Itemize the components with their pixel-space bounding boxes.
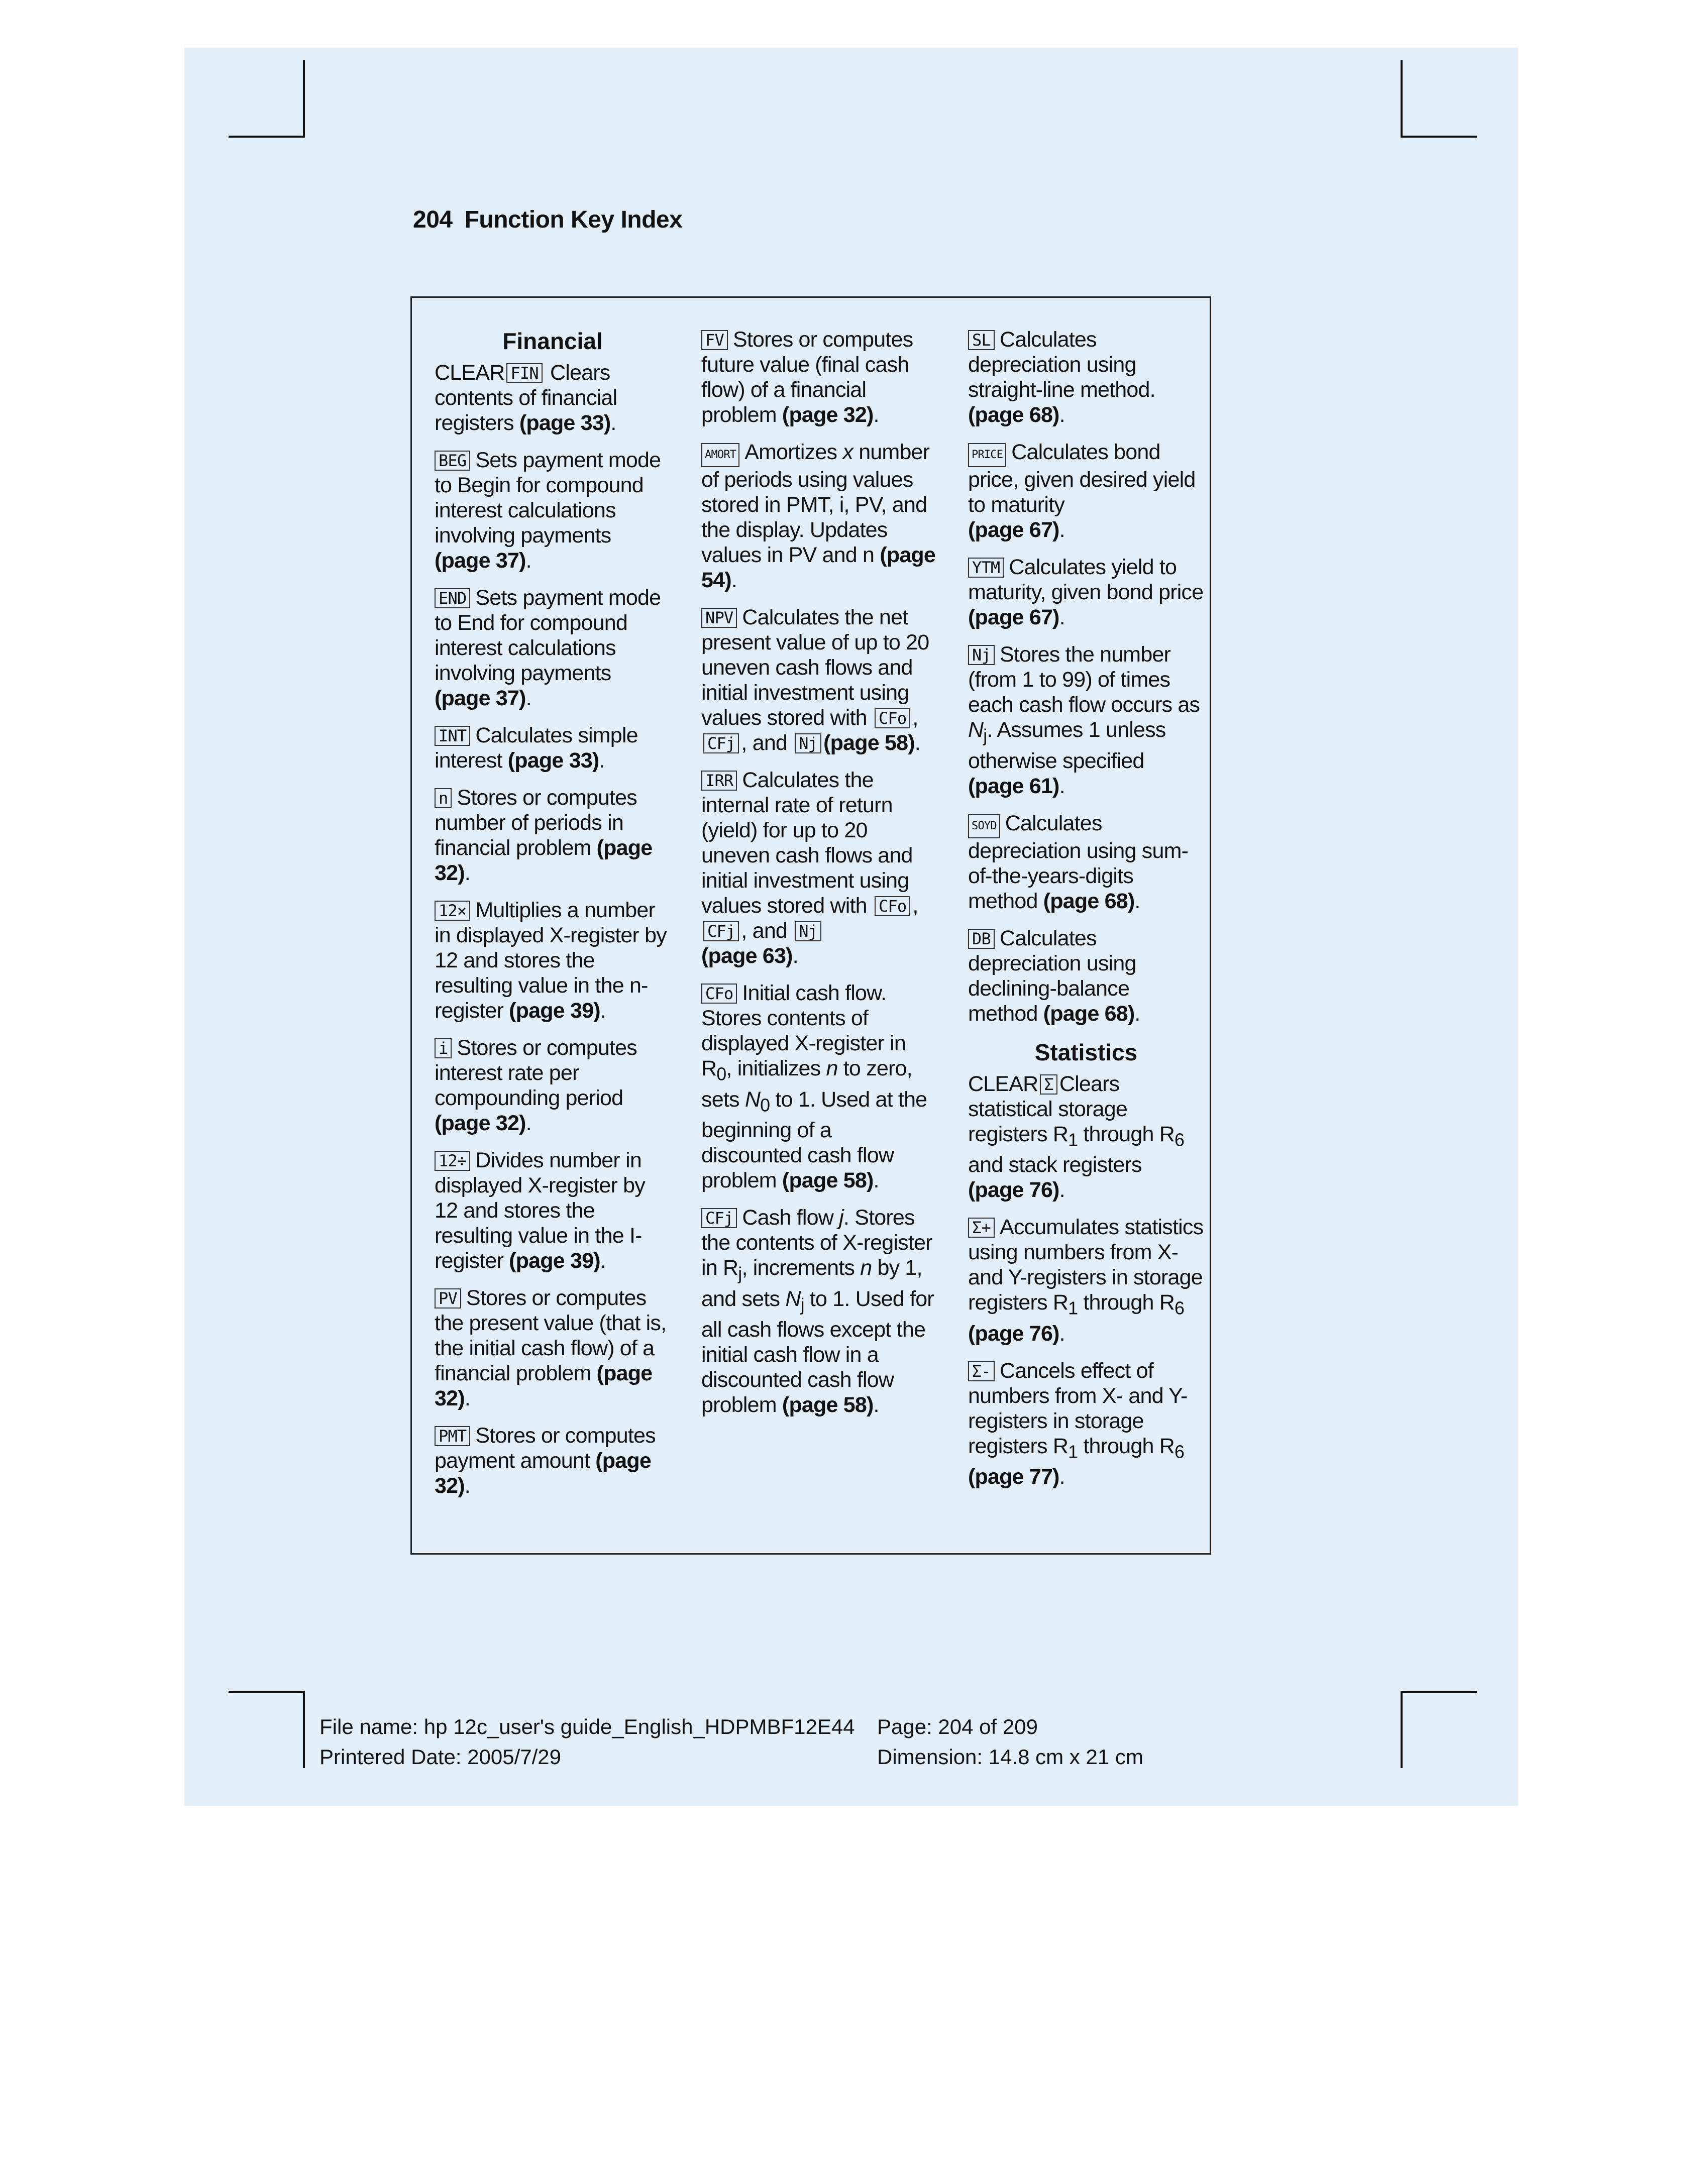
entry-clear-fin: CLEAR FIN Clears contents of financial registers (page 33). — [435, 361, 617, 435]
entry-clear-sigma: CLEAR Σ Clears statistical storage registers $R_1$ through $R_6$ and stack registers (page 76). — [968, 1071, 1185, 1203]
entry-cfj: CFj Cash flow j. Stores the contents of X-register in $R_j$, increments n by 1, and sets $N_j$ to 1. Used for all cash flows except the initial cash flow in a discounted cash flow problem (page 58). — [701, 1206, 934, 1418]
page-header — [413, 206, 682, 234]
db-key-icon: DB — [968, 929, 995, 949]
section-heading-financial: Financial — [502, 328, 603, 354]
entry-pmt: PMT Stores or computes payment amount (page 32). — [435, 1424, 656, 1498]
sl-key-icon: SL — [968, 330, 995, 350]
cfj-key-icon: CFj — [703, 733, 739, 753]
section-heading-statistics: Statistics — [1034, 1039, 1138, 1065]
fin-key-icon: FIN — [506, 363, 542, 383]
entry-end: END Sets payment mode to End for compound interest calculations involving payments (page 37). — [435, 586, 661, 710]
footer-file-name: File name: hp 12c_user's guide_English_HDPMBF12E44 — [319, 1715, 855, 1738]
entry-soyd: SOYD Calculates depreciation using sum-of-the-years-digits method (page 68). — [968, 811, 1189, 913]
entry-pv: PV Stores or computes the present value (that is, the initial cash flow) of a financial problem (page 32). — [435, 1286, 667, 1410]
nj-key-icon: Nj — [968, 645, 995, 665]
entry-12div: 12÷ Divides number in displayed X-register by 12 and stores the resulting value in the I-register (page 39). — [435, 1148, 645, 1273]
cfj-key-icon: CFj — [701, 1208, 737, 1228]
cfj-key-icon: CFj — [703, 921, 739, 941]
entry-fv: FV Stores or computes future value (final cash flow) of a financial problem (page 32). — [701, 328, 913, 427]
n-key-icon: n — [435, 788, 452, 808]
irr-key-icon: IRR — [701, 771, 737, 791]
cfo-key-icon: CFo — [875, 708, 910, 728]
function-key-index-box — [410, 296, 1211, 1555]
footer-right — [877, 1712, 1143, 1772]
index-column-1 — [435, 327, 671, 1510]
entry-cfo: CFo Initial cash flow. Stores contents of displayed X-register in $R_0$, initializes n to zero, sets $N_0$ to 1. Used at the beginning of a discounted cash flow problem (page 58). — [701, 981, 927, 1193]
entry-sigma-plus: Σ+ Accumulates statistics using numbers from X- and Y-registers in storage registers $R_1$ through $R_6$ (page 76). — [968, 1215, 1204, 1346]
entry-nj: Nj Stores the number (from 1 to 99) of times each cash flow occurs as $N_j$. Assumes 1 unless otherwise specified (page 61). — [968, 642, 1200, 798]
int-key-icon: INT — [435, 726, 470, 746]
ytm-key-icon: YTM — [968, 558, 1004, 578]
soyd-key-icon: SOYD — [968, 814, 1000, 838]
entry-db: DB Calculates depreciation using declining-balance method (page 68). — [968, 926, 1140, 1026]
crop-mark-top-right — [1401, 60, 1477, 138]
cfo-key-icon: CFo — [875, 896, 910, 916]
footer-page: Page: 204 of 209 — [877, 1715, 1038, 1738]
entry-npv: NPV Calculates the net present value of up to 20 uneven cash flows and initial investment using values stored with CFo ,CFj , and Nj (page 58). — [701, 605, 929, 755]
entry-ytm: YTM Calculates yield to maturity, given bond price (page 67). — [968, 555, 1204, 629]
sigma-minus-key-icon: Σ- — [968, 1361, 995, 1381]
pmt-key-icon: PMT — [435, 1426, 470, 1446]
entry-i: i Stores or computes interest rate per compounding period (page 32). — [435, 1036, 637, 1135]
12x-key-icon: 12× — [435, 901, 470, 921]
index-column-3 — [968, 327, 1204, 1501]
crop-mark-bottom-right — [1401, 1691, 1477, 1768]
i-key-icon: i — [435, 1038, 452, 1058]
cfo-key-icon: CFo — [701, 984, 737, 1004]
fv-key-icon: FV — [701, 330, 728, 350]
page-number: 204 — [413, 206, 453, 233]
entry-sl: SL Calculates depreciation using straight-line method. (page 68). — [968, 328, 1155, 427]
entry-price: PRICE Calculates bond price, given desired yield to maturity (page 67). — [968, 440, 1196, 542]
entry-amort: AMORT Amortizes x number of periods using values stored in PMT, i, PV, and the display. Updates values in PV and n (page 54). — [701, 440, 936, 592]
end-key-icon: END — [435, 588, 470, 608]
entry-int: INT Calculates simple interest (page 33). — [435, 723, 638, 773]
entry-sigma-minus: Σ- Cancels effect of numbers from X- and Y-registers in storage registers $R_1$ through $R_6$ (page 77). — [968, 1358, 1188, 1489]
crop-mark-top-left — [229, 60, 305, 138]
nj-key-icon: Nj — [795, 921, 821, 941]
entry-irr: IRR Calculates the internal rate of return (yield) for up to 20 uneven cash flows and initial investment using values stored with CFo , CFj , and Nj (page 63). — [701, 768, 918, 968]
12div-key-icon: 12÷ — [435, 1151, 470, 1171]
sigma-plus-key-icon: Σ+ — [968, 1218, 995, 1238]
entry-n: n Stores or computes number of periods in financial problem (page 32). — [435, 786, 653, 885]
entry-12x: 12× Multiplies a number in displayed X-register by 12 and stores the resulting value in the n-register (page 39). — [435, 898, 667, 1023]
beg-key-icon: BEG — [435, 451, 470, 471]
amort-key-icon: AMORT — [701, 443, 739, 467]
crop-mark-bottom-left — [229, 1691, 305, 1768]
footer-dimension: Dimension: 14.8 cm x 21 cm — [877, 1745, 1143, 1769]
sigma-key-icon: Σ — [1040, 1074, 1057, 1095]
price-key-icon: PRICE — [968, 443, 1006, 467]
footer-left — [319, 1712, 855, 1772]
entry-beg: BEG Sets payment mode to Begin for compound interest calculations involving payments (page 37). — [435, 448, 661, 573]
pv-key-icon: PV — [435, 1288, 461, 1309]
npv-key-icon: NPV — [701, 608, 737, 628]
page-title: Function Key Index — [464, 206, 683, 233]
footer-printed-date: Printered Date: 2005/7/29 — [319, 1745, 561, 1769]
nj-key-icon: Nj — [795, 733, 821, 753]
index-column-2 — [701, 327, 937, 1430]
